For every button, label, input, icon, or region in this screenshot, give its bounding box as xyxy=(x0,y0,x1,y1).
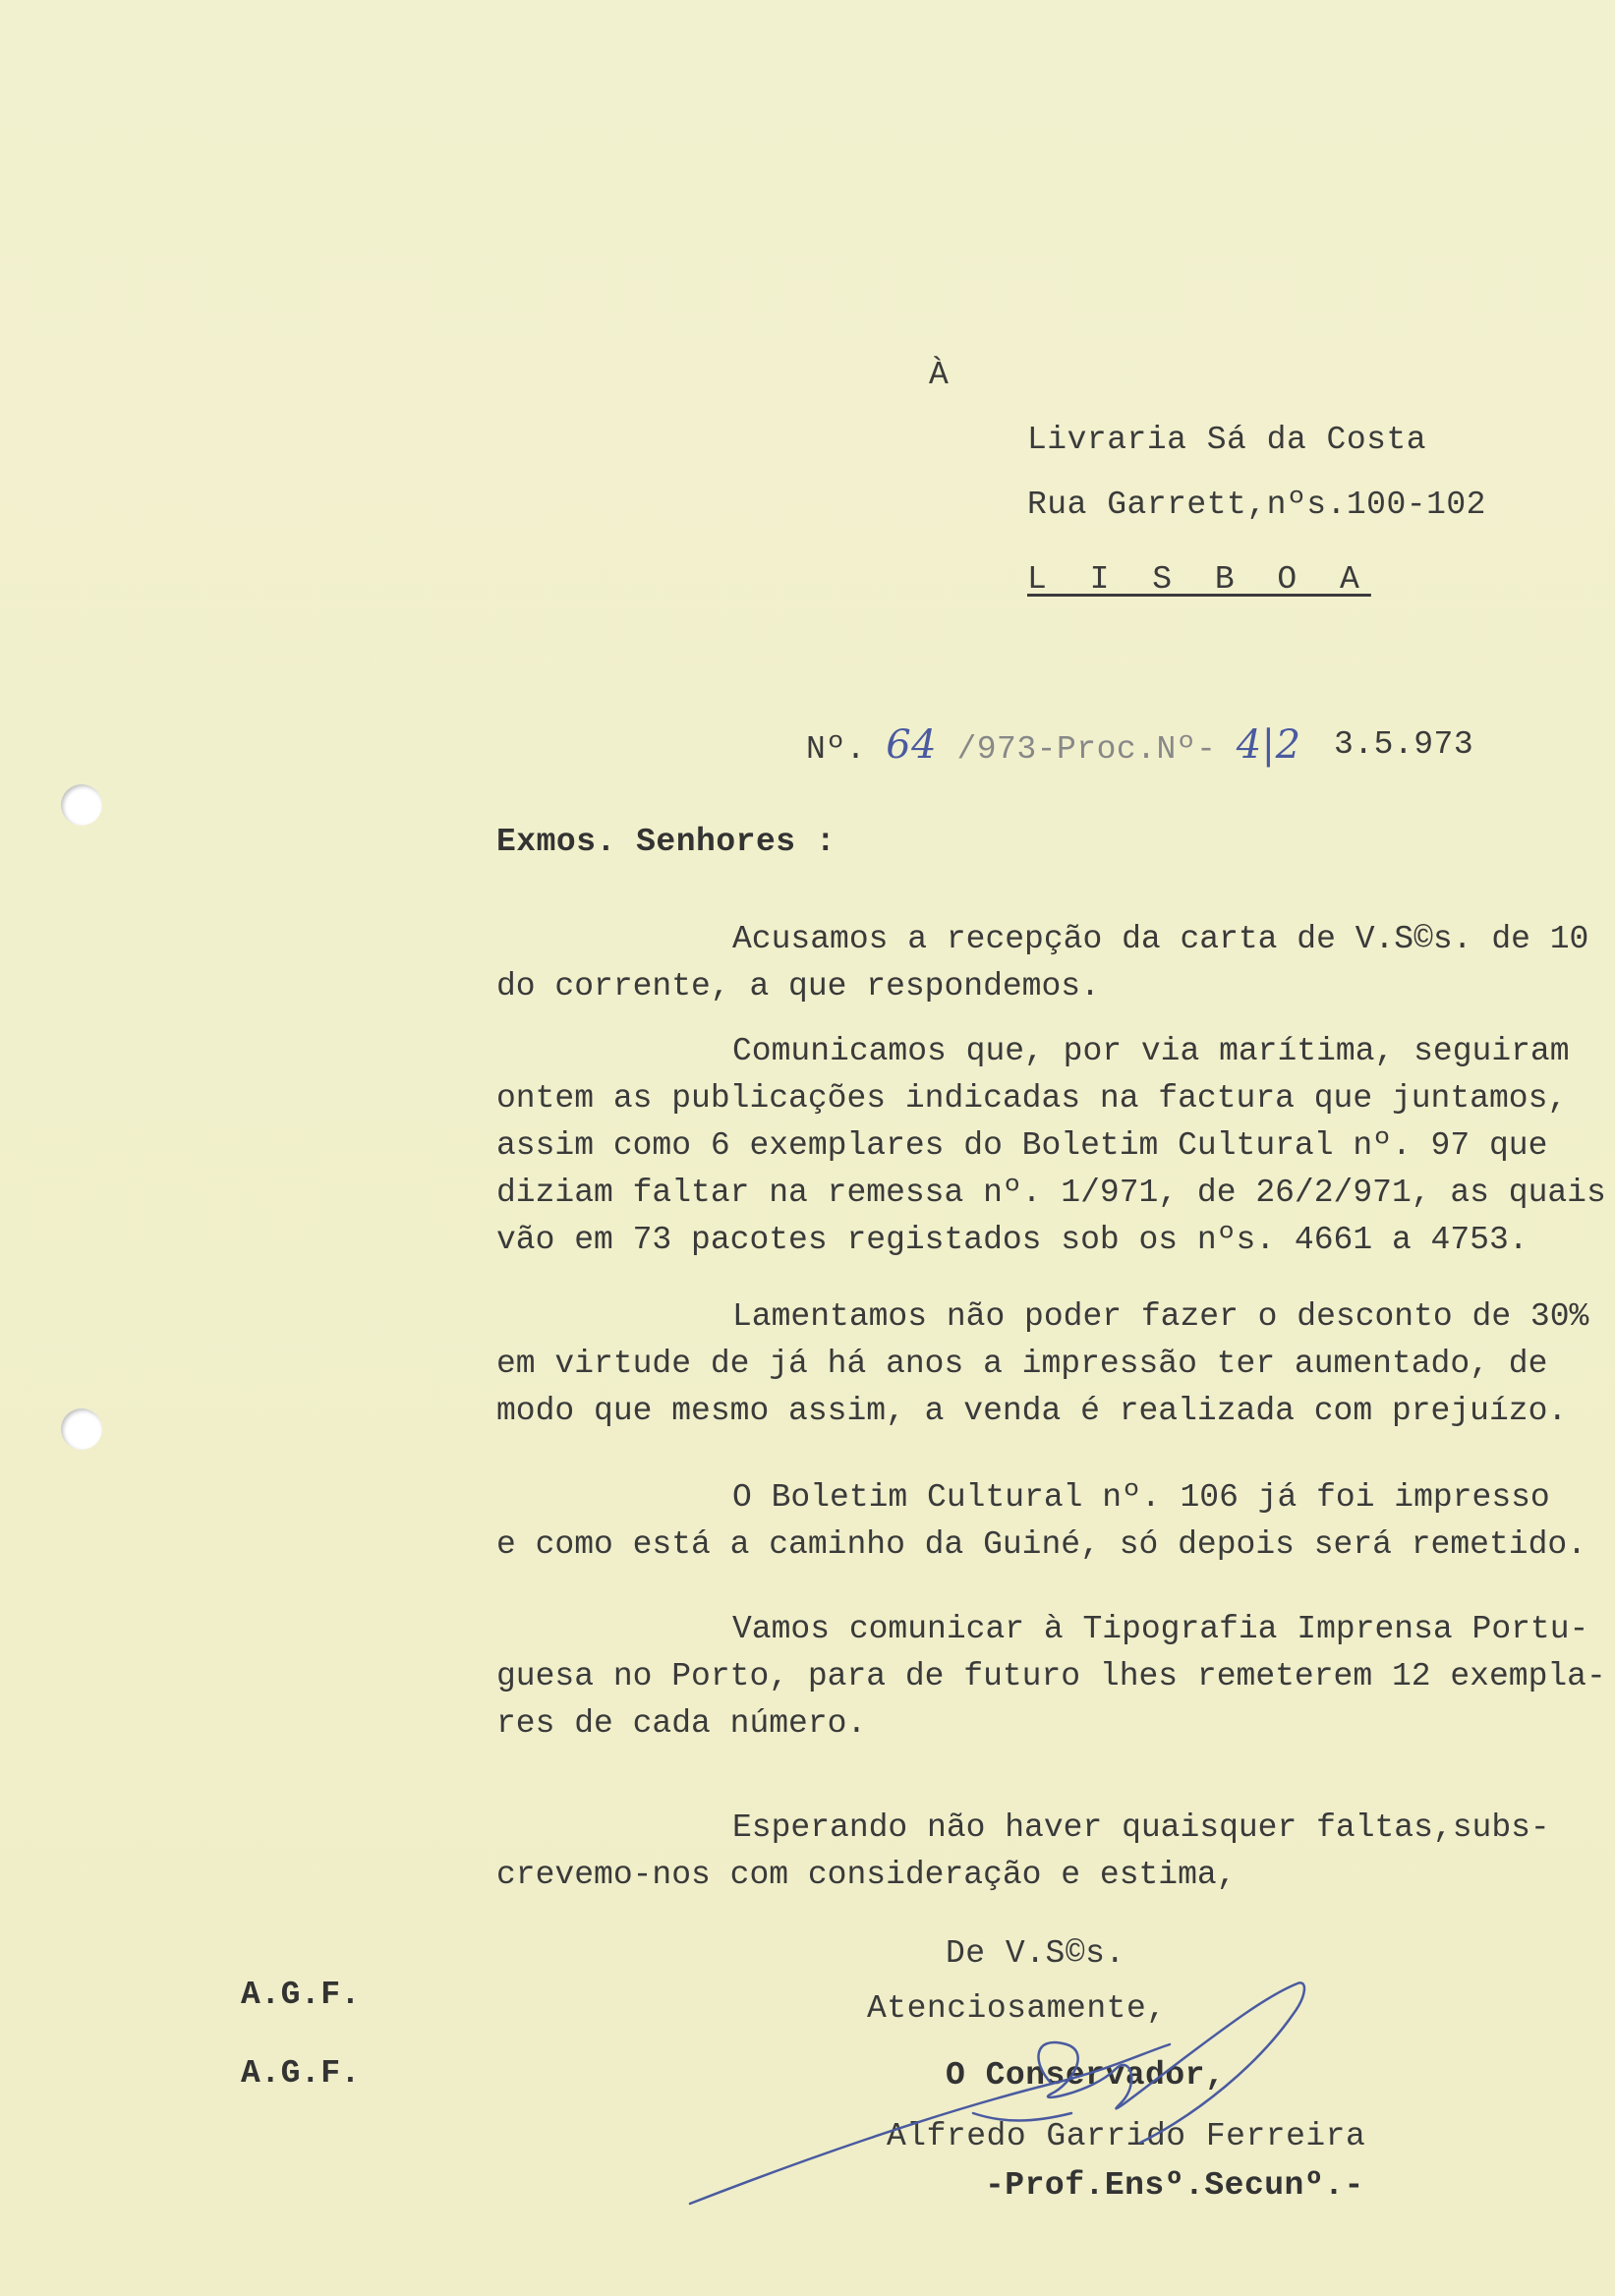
paragraph-line: e como está a caminho da Guiné, só depois será remetido. xyxy=(496,1526,1586,1563)
paragraph-line: diziam faltar na remessa nº. 1/971, de 26/2/971, as quais xyxy=(496,1175,1606,1211)
signer-credential: -Prof.Ensº.Secunº.- xyxy=(985,2167,1364,2204)
paragraph-line: modo que mesmo assim, a venda é realizada com prejuízo. xyxy=(496,1393,1568,1429)
initials-2: A.G.F. xyxy=(241,2055,361,2092)
paragraph-line: res de cada número. xyxy=(496,1705,867,1742)
paragraph-line: Comunicamos que, por via marítima, seguiram xyxy=(732,1033,1570,1069)
recipient-name: Livraria Sá da Costa xyxy=(1027,422,1427,458)
punch-hole-bottom xyxy=(61,1408,102,1450)
closing-line-1: De V.S©s. xyxy=(946,1935,1125,1972)
paragraph-line: Acusamos a recepção da carta de V.S©s. de 10 xyxy=(732,921,1589,957)
closing-line-2: Atenciosamente, xyxy=(867,1990,1167,2027)
reference-typed-middle: /973-Proc.Nº- xyxy=(956,731,1217,768)
initials-1: A.G.F. xyxy=(241,1977,361,2013)
paragraph-line: assim como 6 exemplares do Boletim Cultural nº. 97 que xyxy=(496,1127,1548,1164)
recipient-street: Rua Garrett,nºs.100-102 xyxy=(1027,487,1486,523)
paragraph-2 xyxy=(496,1028,1615,1264)
closing-role: O Conservador, xyxy=(946,2057,1226,2094)
paragraph-line: guesa no Porto, para de futuro lhes remeterem 12 exempla- xyxy=(496,1658,1606,1694)
signer-name: Alfredo Garrido Ferreira xyxy=(887,2118,1366,2154)
punch-hole-top xyxy=(61,784,102,826)
paragraph-line: do corrente, a que respondemos. xyxy=(496,968,1100,1004)
paragraph-line: O Boletim Cultural nº. 106 já foi impresso xyxy=(732,1479,1550,1516)
paragraph-3 xyxy=(496,1293,1615,1435)
handwritten-signature xyxy=(678,1976,1317,2231)
recipient-city: L I S B O A xyxy=(1027,561,1371,598)
paragraph-line: Vamos comunicar à Tipografia Imprensa Portu- xyxy=(732,1611,1589,1647)
reference-prefix: Nº. xyxy=(806,731,866,768)
greeting: Exmos. Senhores : xyxy=(496,824,836,860)
paragraph-line: ontem as publicações indicadas na factura que juntamos, xyxy=(496,1080,1568,1117)
paragraph-4 xyxy=(496,1474,1615,1569)
paragraph-6 xyxy=(496,1805,1615,1899)
paragraph-line: crevemo-nos com consideração e estima, xyxy=(496,1857,1237,1893)
reference-line xyxy=(806,721,1301,774)
paragraph-line: em virtude de já há anos a impressão ter aumentado, de xyxy=(496,1346,1548,1382)
paragraph-5 xyxy=(496,1606,1615,1748)
paragraph-line: Esperando não haver quaisquer faltas,subs- xyxy=(732,1809,1550,1846)
paragraph-line: vão em 73 pacotes registados sob os nºs. 4661 a 4753. xyxy=(496,1222,1528,1258)
paragraph-line: Lamentamos não poder fazer o desconto de 30% xyxy=(732,1298,1589,1335)
reference-handwritten-number: 64 xyxy=(886,722,938,768)
paragraph-1 xyxy=(496,916,1615,1010)
letter-date: 3.5.973 xyxy=(1334,726,1474,763)
reference-handwritten-proc: 4|2 xyxy=(1236,722,1301,768)
addressee-prefix: À xyxy=(929,357,950,393)
